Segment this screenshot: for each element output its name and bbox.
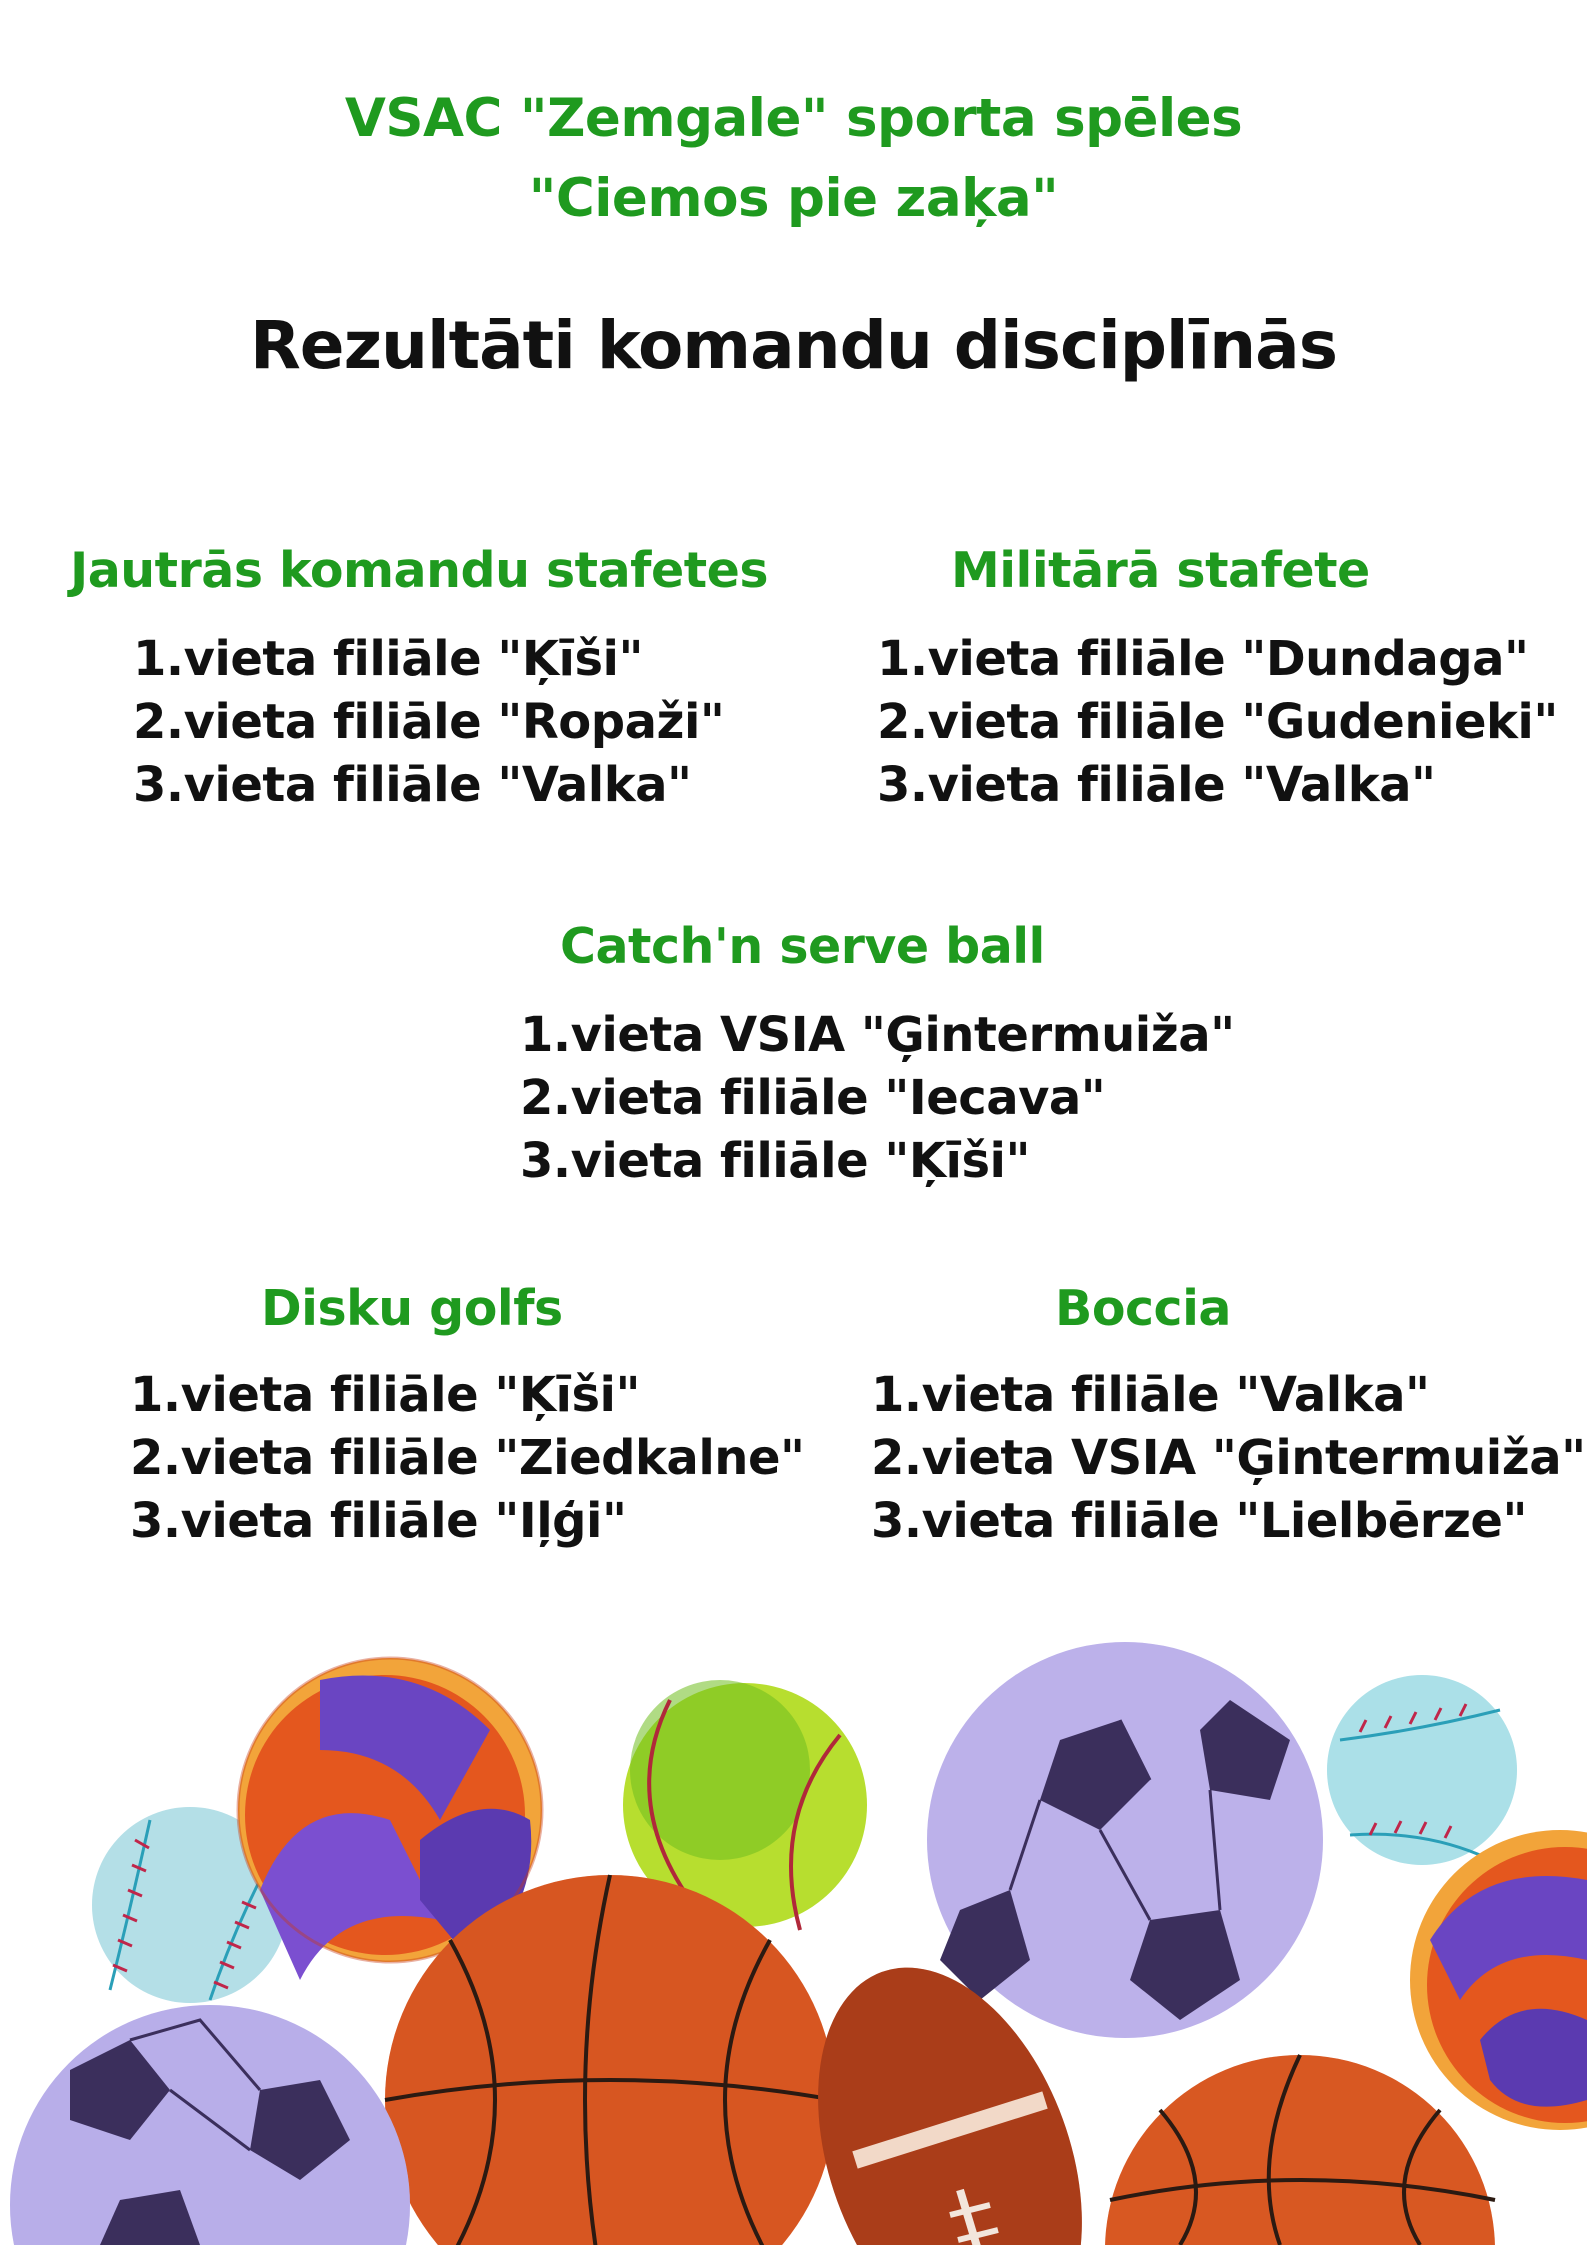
title-line-1: VSAC "Zemgale" sporta spēles	[344, 88, 1243, 149]
result-item: 3.vieta filiāle "Valka"	[133, 757, 692, 813]
result-item: 2.vieta filiāle "Ziedkalne"	[130, 1430, 805, 1486]
results-list	[871, 1364, 1586, 1553]
result-item: 1.vieta filiāle "Ķīši"	[130, 1367, 641, 1423]
section-heading: Militārā stafete	[951, 542, 1370, 599]
result-item: 1.vieta VSIA "Ģintermuiža"	[520, 1007, 1235, 1063]
section-heading: Jautrās komandu stafetes	[70, 542, 769, 599]
result-item: 2.vieta VSIA "Ģintermuiža"	[871, 1430, 1586, 1486]
results-list	[520, 1004, 1235, 1193]
volleyball-icon	[1410, 1830, 1587, 2130]
results-list	[130, 1364, 805, 1553]
result-item: 1.vieta filiāle "Valka"	[871, 1367, 1430, 1423]
result-item: 3.vieta filiāle "Ķīši"	[520, 1133, 1031, 1189]
soccer-ball-icon	[10, 2005, 410, 2245]
soccer-ball-icon	[927, 1642, 1323, 2038]
results-list	[877, 628, 1558, 817]
result-item: 2.vieta filiāle "Ropaži"	[133, 694, 725, 750]
page-subtitle: Rezultāti komandu disciplīnās	[249, 307, 1337, 384]
result-item: 2.vieta filiāle "Gudenieki"	[877, 694, 1558, 750]
title-line-2: "Ciemos pie zaķa"	[528, 168, 1059, 229]
results-list	[133, 628, 724, 817]
basketball-icon	[1105, 2055, 1495, 2245]
baseball-icon	[1327, 1675, 1517, 1865]
result-item: 3.vieta filiāle "Valka"	[877, 757, 1436, 813]
result-item: 3.vieta filiāle "Lielbērze"	[871, 1493, 1527, 1549]
result-item: 3.vieta filiāle "Iļģi"	[130, 1493, 627, 1549]
sports-balls-illustration	[0, 1640, 1587, 2245]
section-heading: Disku golfs	[261, 1280, 563, 1337]
section-heading: Boccia	[1055, 1280, 1231, 1337]
section-heading: Catch'n serve ball	[560, 918, 1045, 975]
result-item: 2.vieta filiāle "Iecava"	[520, 1070, 1106, 1126]
result-item: 1.vieta filiāle "Dundaga"	[877, 631, 1529, 687]
result-item: 1.vieta filiāle "Ķīši"	[133, 631, 644, 687]
